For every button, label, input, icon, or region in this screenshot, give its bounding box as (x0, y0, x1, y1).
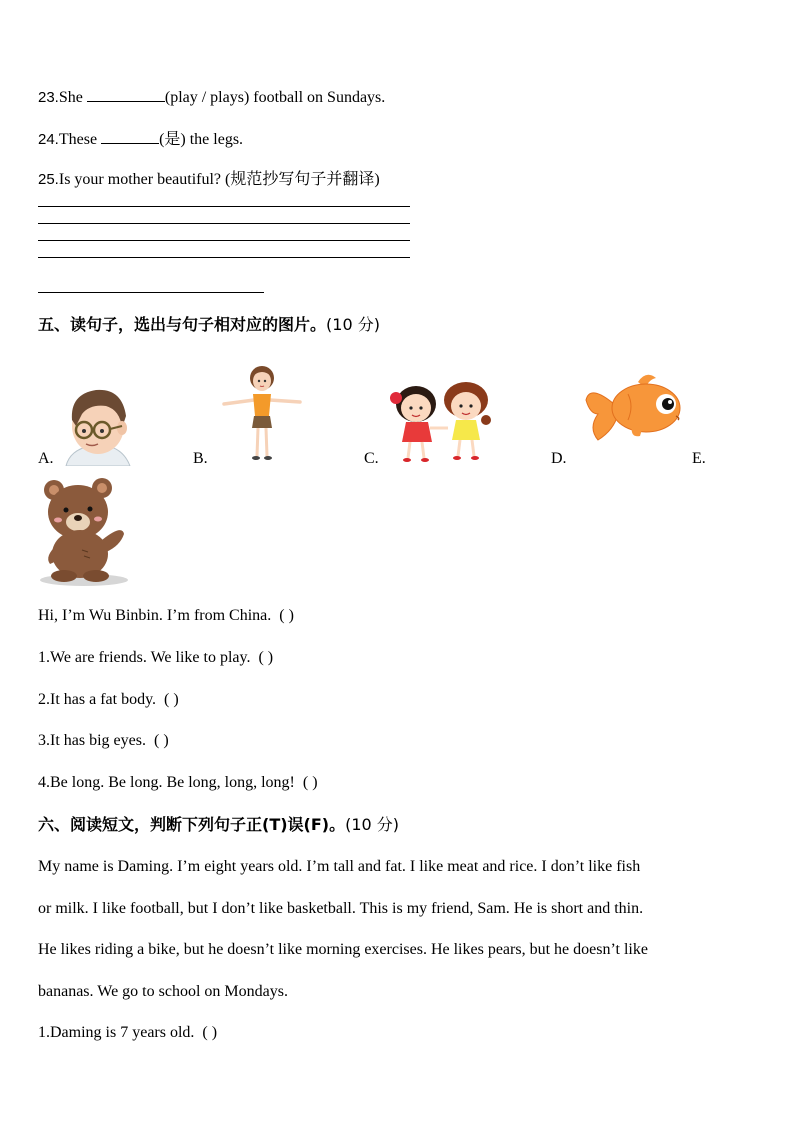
sentence-text: Hi, I’m Wu Binbin. I’m from China. (38, 607, 272, 624)
bear-picture (38, 476, 130, 588)
passage-line: bananas. We go to school on Mondays. (38, 982, 288, 1000)
section-6-heading (38, 814, 399, 836)
answer-blank[interactable] (101, 129, 159, 144)
answer-bracket[interactable]: ( ) (258, 649, 274, 666)
writing-line[interactable] (38, 206, 410, 207)
section-score: (10 分) (326, 315, 380, 334)
passage-line: He likes riding a bike, but he doesn’t like morning exercises. He likes pears, but he doesn’t like (38, 941, 648, 958)
translation-line[interactable] (38, 292, 264, 293)
question-text: Is your mother beautiful? (规范抄写句子并翻译) (58, 171, 380, 188)
question-number: 24. (38, 131, 59, 148)
goldfish-picture (584, 370, 688, 442)
question-text-post: (play / plays) football on Sundays. (164, 89, 386, 106)
option-label-e: E. (692, 450, 706, 467)
question-text-post: (是) the legs. (159, 131, 244, 148)
section-score: (10 分) (345, 815, 400, 834)
option-label-d: D. (551, 450, 567, 467)
match-sentence-1 (38, 648, 273, 668)
sentence-text: 2.It has a fat body. (38, 691, 157, 708)
match-sentence-3 (38, 731, 169, 751)
answer-bracket[interactable]: ( ) (153, 732, 169, 749)
sentence-text: 1.We are friends. We like to play. (38, 649, 251, 666)
reading-passage (38, 857, 754, 1023)
writing-line[interactable] (38, 240, 410, 241)
option-label-c: C. (364, 450, 379, 467)
writing-line[interactable] (38, 257, 410, 258)
question-number: 23. (38, 89, 59, 106)
judge-question-1 (38, 1023, 217, 1043)
question-text-pre: She (58, 89, 87, 106)
option-label-a: A. (38, 450, 54, 467)
match-sentence-intro (38, 606, 294, 626)
answer-bracket[interactable]: ( ) (202, 1024, 218, 1041)
section-5-heading (38, 314, 380, 336)
question-23 (38, 87, 385, 108)
boy-with-glasses-picture (60, 386, 132, 466)
question-number: 25. (38, 171, 59, 188)
answer-bracket[interactable]: ( ) (164, 691, 179, 708)
option-label-b: B. (193, 450, 208, 467)
question-25 (38, 170, 380, 190)
writing-line[interactable] (38, 223, 410, 224)
answer-bracket[interactable]: ( ) (279, 607, 294, 624)
question-text: 1.Daming is 7 years old. (38, 1024, 195, 1041)
question-24 (38, 129, 243, 150)
match-sentence-2 (38, 690, 179, 710)
two-girls-picture (386, 380, 496, 464)
section-title: 五、读句子，选出与句子相对应的图片。 (38, 315, 327, 334)
passage-line: or milk. I like football, but I don’t like basketball. This is my friend, Sam. He is short and thin. (38, 899, 644, 917)
sentence-text: 3.It has big eyes. (38, 732, 146, 749)
answer-blank[interactable] (87, 87, 165, 102)
sentence-text: 4.Be long. Be long. Be long, long, long! (38, 774, 295, 791)
dancing-girl-picture (220, 364, 302, 462)
question-text-pre: These (58, 131, 102, 148)
answer-bracket[interactable]: ( ) (302, 774, 318, 791)
passage-line: My name is Daming. I’m eight years old. I’m tall and fat. I like meat and rice. I don’t like fish (38, 858, 641, 875)
section-title: 六、阅读短文，判断下列句子正(T)误(F)。 (38, 815, 346, 834)
match-sentence-4 (38, 773, 318, 793)
